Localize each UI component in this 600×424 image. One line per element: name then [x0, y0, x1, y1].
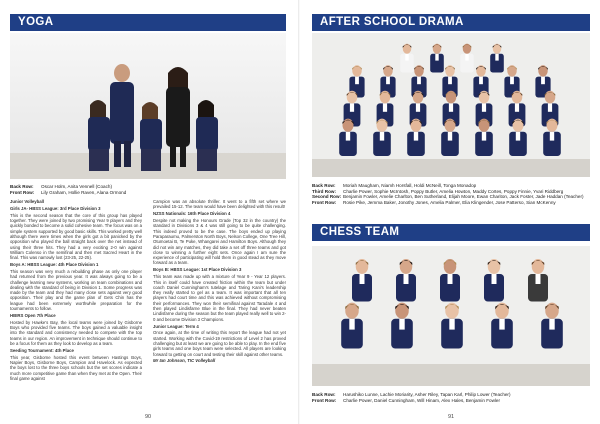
yoga-photo [10, 33, 286, 179]
yoga-title: YOGA [18, 16, 54, 28]
col1-para-4: HBIRS Open 7th Place [10, 312, 56, 318]
col2-para-1: NZSS Nationals: 16th Place Division 4 [153, 211, 231, 217]
drama-photo [312, 33, 590, 177]
yoga-banner [10, 14, 286, 31]
page-number-right: 91 [448, 414, 455, 420]
col2-para-5: Junior League: Term 4 [153, 323, 199, 329]
col2-para-6: Once again, at the time of writing this report the league had not yet started. Working with the Covid-19 restrictions of Level 2 has proved challenging but at least we are going to be able to play. In the end five girls teams and one boys team were selected. All players are looking forward to getting on court and testing their skill against other teams. [153, 330, 286, 357]
col2-para-2: Despite not making the Honours Grade (Top 32 in the country) the standard in Divisions 3 & 4 was still going to be quite challenging. This indeed proved to be the case. The boys ended up playing Paraparaumu, Palmerston North Boys, Nelson College, One Tree Hill, Otumoetai B, Te Puke, Whangarei and Hamilton Boys. Although they did not win any matches, they did take a set off three teams and got close to winning a further eight sets. Once again I am sure the experience of participating will hold them in good stead as they move forward as a team. [153, 218, 286, 266]
drama-title: AFTER SCHOOL DRAMA [320, 16, 464, 28]
col1-para-2: Boys A: HBSS League: 4th Place Division 1 [10, 262, 99, 268]
chess-caption-front-row: Front Row: Charlie Power, Daniel Cunningham, Will Hinam, Alex Hales, Benjamin Fowler [312, 397, 501, 403]
yoga-caption-back-row: Back Row: Oscar Holm, Anita Vennell (Coach) [10, 184, 112, 189]
yoga-group-photo-image [10, 33, 286, 179]
yoga-caption-front-row: Front Row: Lily Graham, Hollie Raven, Alana Ormond [10, 189, 127, 195]
drama-caption-second-row: Second Row: Benjamin Fowler, Amelie Charlton, Ben Sutherland, Elijah Moore, Ewan Chariton, Jack Foster, Jade Haddan (Teacher) [312, 194, 584, 200]
chess-photo [312, 246, 590, 386]
article-column-1 [10, 199, 142, 383]
chess-group-photo-image [312, 246, 590, 386]
chess-caption [312, 392, 590, 403]
col1-para-3: This season was very much a rebuilding phase as only one player had returned from the previous year. It was always going to be a challenge learning new systems, working on team combinations and dealing with the standard of being in Division 1. Some progress was made by the team and they had many close sets against very good opposition. Their play and the game plan of Gets Chin has the league had been extremely worthwhile preparation for the tournaments to follow. [10, 268, 142, 312]
chess-banner [312, 224, 590, 241]
col1-para-0: Girls JA- HBSS League: 3rd Place Division 3 [10, 205, 101, 211]
drama-caption-back-row: Back Row: Moriah Maugham, Niamh Horsfall, Holdi McNeill, Tonga Monadop [312, 183, 477, 188]
article-heading: Junior Volleyball [10, 199, 45, 204]
drama-group-photo-image [312, 33, 590, 177]
chess-title: CHESS TEAM [320, 226, 400, 238]
col1-para-6: Seeding Tournament: 4th Place [10, 347, 74, 353]
col1-para-1: This is the second season that the core of this group has played together. They were joined by two promising Year 9 players and they quickly bonded to become a solid cohesive team. The focus was on a simple system supported by good basic skills. This worked pretty well although there were times when the girls got a bit panicked by the opposition who played the ball straight back over the net instead of using their three hits. They had a very exciting 2-0 win against William Colenso in the semifinal and then met Sacred Heart in the final. This was narrowly lost (23-25, 22-25). [10, 212, 143, 261]
col2-para-3: Boys B: HBSS League: 1st Place Division 3 [153, 267, 242, 273]
chess-caption-back-row: Back Row: Harushiko Lunne, Lachie Moriarity, Asher Riley, Tapan Karl, Philip Lower (Teacher) [312, 392, 511, 397]
col1-para-5: Hosted by Hawke's Bay, the local teams were joined by Gisborne Boys who provided five teams. The boys gained a valuable insight into the standard and consistency needed to compete with the top teams in our region. An improvement in technique should continue to be a focus for them as they look to develop as a team. [10, 319, 142, 346]
col2-para-0: Campion was an absolute thriller. It went to a fifth set where we prevailed 15-12. The team would have been delighted with this result! [153, 199, 286, 210]
article-signature: Mr Ian Johnson, TIC Volleyball [153, 358, 216, 364]
drama-caption-third-row: Third Row: Charlie Power, Sophie McIntosh, Poppy Butler, Amelia Howton, Maddy Cortes, Poppy Finnie, Yvari Riddberg [312, 188, 564, 194]
right-page [300, 0, 600, 424]
col2-para-4: This team was made up with a mixture of Year 9 - Year 12 players. This in itself could have created friction within the team but under coach Daniel Cunningham's tutelage and Taring Kani's leadership they really started to gel as a team. It was important that all ten players had court time and this was achieved without compromising their performances. They won their semifinal against Taradale 4 and then played Lindisfarne Blue in the final. They had never beaten Lindisfarne during the season but the team played really well to win 2-0 and become Division 3 Champions. [153, 274, 286, 322]
drama-caption-front-row: Front Row: Rosie Pike, Jemma Baker, Jonothy Jones, Amelia Palmer, Elia Klingender, Jose Patterso, Sian McKenny [312, 199, 556, 205]
drama-banner [312, 14, 590, 31]
article-column-2 [153, 199, 286, 365]
yoga-caption [10, 184, 286, 195]
drama-caption [312, 183, 590, 205]
page-number-left: 90 [145, 414, 152, 420]
col1-para-7: This year, Gisborne hosted this event between Hastings Boys, Napier Boys, Gisborne Boys, Campion and Havelock. As expected the boys lost to the three boys schools but the set scores indicate a much more competitive game than when they met at the Open. Their final game against [10, 354, 142, 381]
